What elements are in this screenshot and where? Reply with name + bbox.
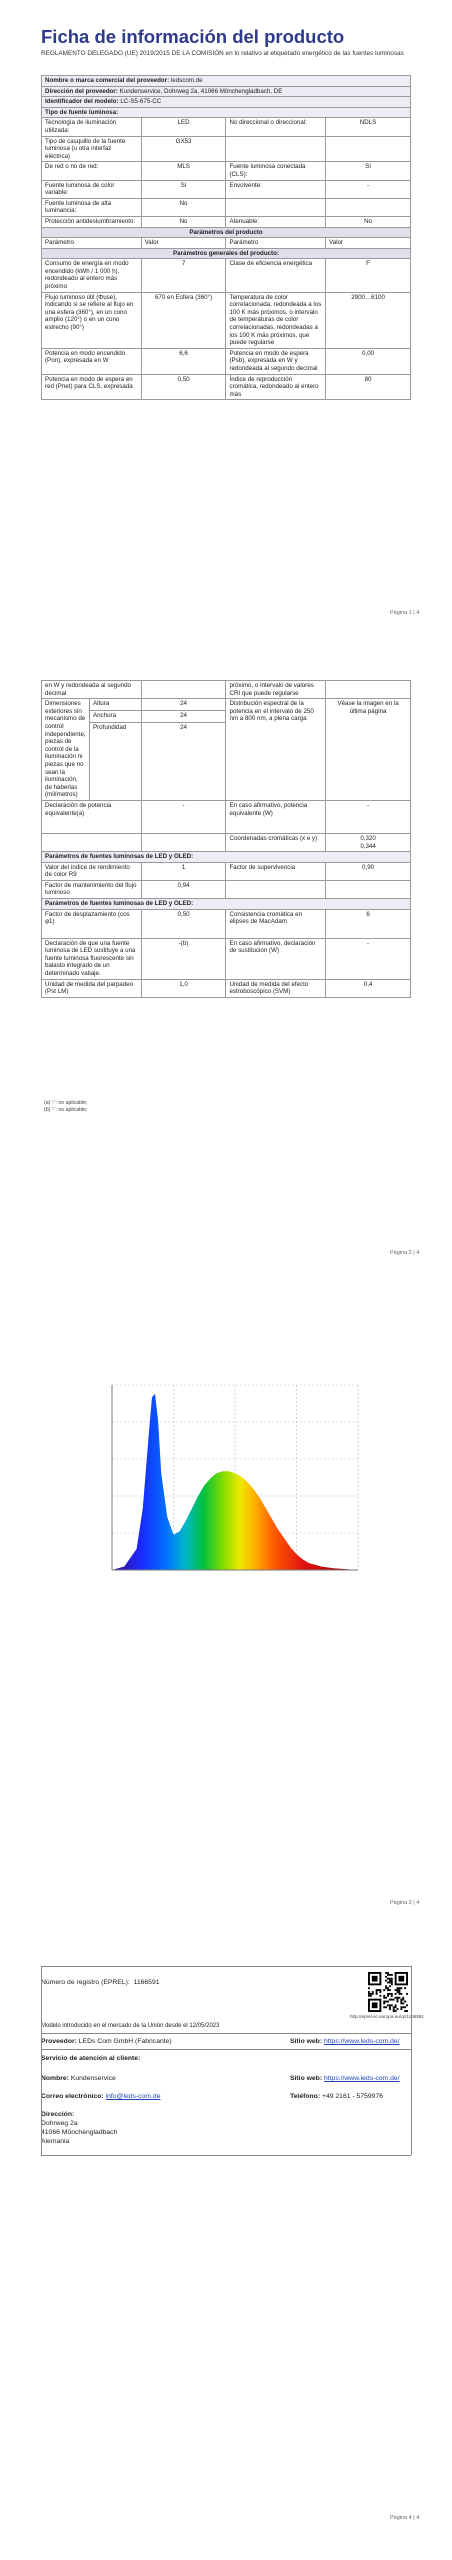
led-mls-row: Declaración de que una fuente luminosa de LED sustituye a una fuente luminosa fluorescente sin balasto integrado de un determinado vatiaje. -(b) En caso afirmativo, declaración de sustitución (W) -	[42, 938, 411, 979]
type-header: Tipo de fuente luminosa:	[42, 107, 411, 118]
service-website: Sitio web: https://www.leds-com.de/	[290, 2075, 400, 2082]
cont-row: en W y redondeada al segundo decimal próximo, o intervalo de valores CRI que puede regularse	[42, 681, 411, 699]
type-row: Fuente luminosa de alta luminancia: No	[42, 198, 411, 216]
dimensions-row: Profundidad 24	[42, 723, 411, 801]
email-link[interactable]: info@leds-com.de	[105, 2093, 161, 2100]
led-header: Parámetros de fuentes luminosas de LED y OLED:	[42, 852, 411, 863]
led-row: Factor de mantenimiento del flujo luminoso 0,94	[42, 880, 411, 898]
supplier-line: Proveedor: LEDs Com GmbH (Fabricante)	[41, 2038, 172, 2045]
eprel-registration: Número de registro (EPREL): 1166591	[41, 1979, 160, 1986]
service-phone: Teléfono: +49 2161 - 5759976	[290, 2093, 384, 2100]
spectrum-chart	[100, 1375, 370, 1585]
type-row: Fuente luminosa de color variable: Sí Envolvente: -	[42, 180, 411, 198]
column-headers: Parámetro Valor Parámetro Valor	[42, 238, 411, 249]
service-address: Dirección: Dohrweg 2a 41066 Mönchengladbach Alemania	[41, 2111, 118, 2145]
type-row: De red o no de red: MLS Fuente luminosa conectada (CLS): Sí	[42, 162, 411, 180]
general-row: Consumo de energía en modo encendido (kWh / 1 000 h), redondeado al entero más próximo 7 Clase de eficiencia energética F	[42, 259, 411, 292]
product-params-table-cont	[41, 680, 411, 998]
page-number: Página 1 | 4	[390, 610, 420, 616]
led-mls-row: Factor de desplazamiento (cos φ1) 0,50 Consistencia cromática en elipses de MacAdam 6	[42, 909, 411, 938]
service-name: Nombre: Kundenservice	[41, 2075, 116, 2082]
general-row: Potencia en modo de espera en red (Pnet) para CLS, expresada 0,50 Índice de reproducción cromática, redondeado al entero más 80	[42, 374, 411, 400]
led-mls-header: Parámetros de fuentes luminosas de LED y OLED:	[42, 899, 411, 910]
address-row: Dirección del proveedor: Kundenservice, Dohrweg 2a, 41066 Mönchengladbach, DE	[42, 86, 411, 97]
equivalent-power-row: Declaración de potencia equivalente(a) - En caso afirmativo, potencia equivalente (W) -	[42, 800, 411, 833]
general-row: Flujo luminoso útil (Φuse), indicando si se refiere al flujo en una esfera (360°), en un cono amplio (120°) o en un cono estrecho (90°) 670 en Esfera (360°) Temperatura de color correlacionada, redondeada a los 100 K más próximos, o intervalo de temperaturas de color correlacionadas, redondeadas a los 100 K más próximos, que puede regularse 2900…6100	[42, 292, 411, 348]
spectrum-area	[112, 1394, 358, 1570]
general-row: Potencia en modo encendido (Pon), expresada en W 6,6 Potencia en modo de espera (Psb), expresada en W y redondeada al segundo decimal 0,00	[42, 348, 411, 374]
footnotes: (a) '-': no aplicable; (b) '-': no aplicable;	[44, 1100, 88, 1113]
supplier-row: Nombre o marca comercial del proveedor: ledscom.de	[42, 76, 411, 87]
led-row: Valor del índice de rendimiento de color R9 1 Factor de supervivencia 0,90	[42, 862, 411, 880]
page-number: Página 4 | 4	[390, 2515, 420, 2521]
regulation-text: REGLAMENTO DELEGADO (UE) 2019/2015 DE LA COMISIÓN en lo relativo al etiquetado energético de las fuentes luminosas	[41, 50, 404, 57]
website-link[interactable]: https://www.leds-com.de/	[324, 2038, 400, 2045]
type-row: Tipo de casquillo de la fuente luminosa (u otra interfaz eléctrica) GX53	[42, 136, 411, 162]
page-title: Ficha de información del producto	[41, 26, 345, 47]
product-info-table	[41, 75, 411, 400]
page-number: Página 3 | 4	[390, 1900, 420, 1906]
customer-service-header: Servicio de atención al cliente:	[41, 2055, 141, 2062]
page-number: Página 2 | 4	[390, 1250, 420, 1256]
params-header: Parámetros del producto	[42, 227, 411, 238]
dimensions-row: Dimensiones exteriores sin mecanismo de control independiente, piezas de control de la iluminación ni piezas que no sean la iluminación, de haberlas (milímetros) Altura 24 Distribución espectral de la potencia en el intervalo de 250 nm a 800 nm, a plena carga Véase la imagen en la última página	[42, 699, 411, 711]
led-mls-row: Unidad de medida del parpadeo (Pst LM) 1,0 Unidad de medida del efecto estroboscópico (SVM) 0,4	[42, 979, 411, 997]
website-line: Sitio web: https://www.leds-com.de/	[290, 2038, 400, 2045]
type-row: Protección antideslumbramiento: No Atenuable: No	[42, 216, 411, 227]
type-row: Tecnología de iluminación utilizada: LED No direccional o direccional: NDLS	[42, 118, 411, 136]
service-email: Correo electrónico: info@leds-com.de	[41, 2093, 161, 2100]
qr-code-icon[interactable]	[368, 1972, 408, 2012]
dimensions-row: Anchura 24	[42, 711, 411, 723]
qr-url[interactable]: http://eprel.ec.europa.eu/qr/1166591	[350, 2014, 424, 2019]
general-header: Parámetros generales del producto:	[42, 248, 411, 259]
model-row: Identificador del modelo: LC-S5-675-CC	[42, 97, 411, 108]
chromaticity-row: Coordenadas cromáticas (x e y) 0,320 0,344	[42, 833, 411, 851]
service-website-link[interactable]: https://www.leds-com.de/	[324, 2075, 400, 2082]
market-date: Modelo introducido en el mercado de la Unión desde el 12/05/2023	[41, 2023, 220, 2029]
